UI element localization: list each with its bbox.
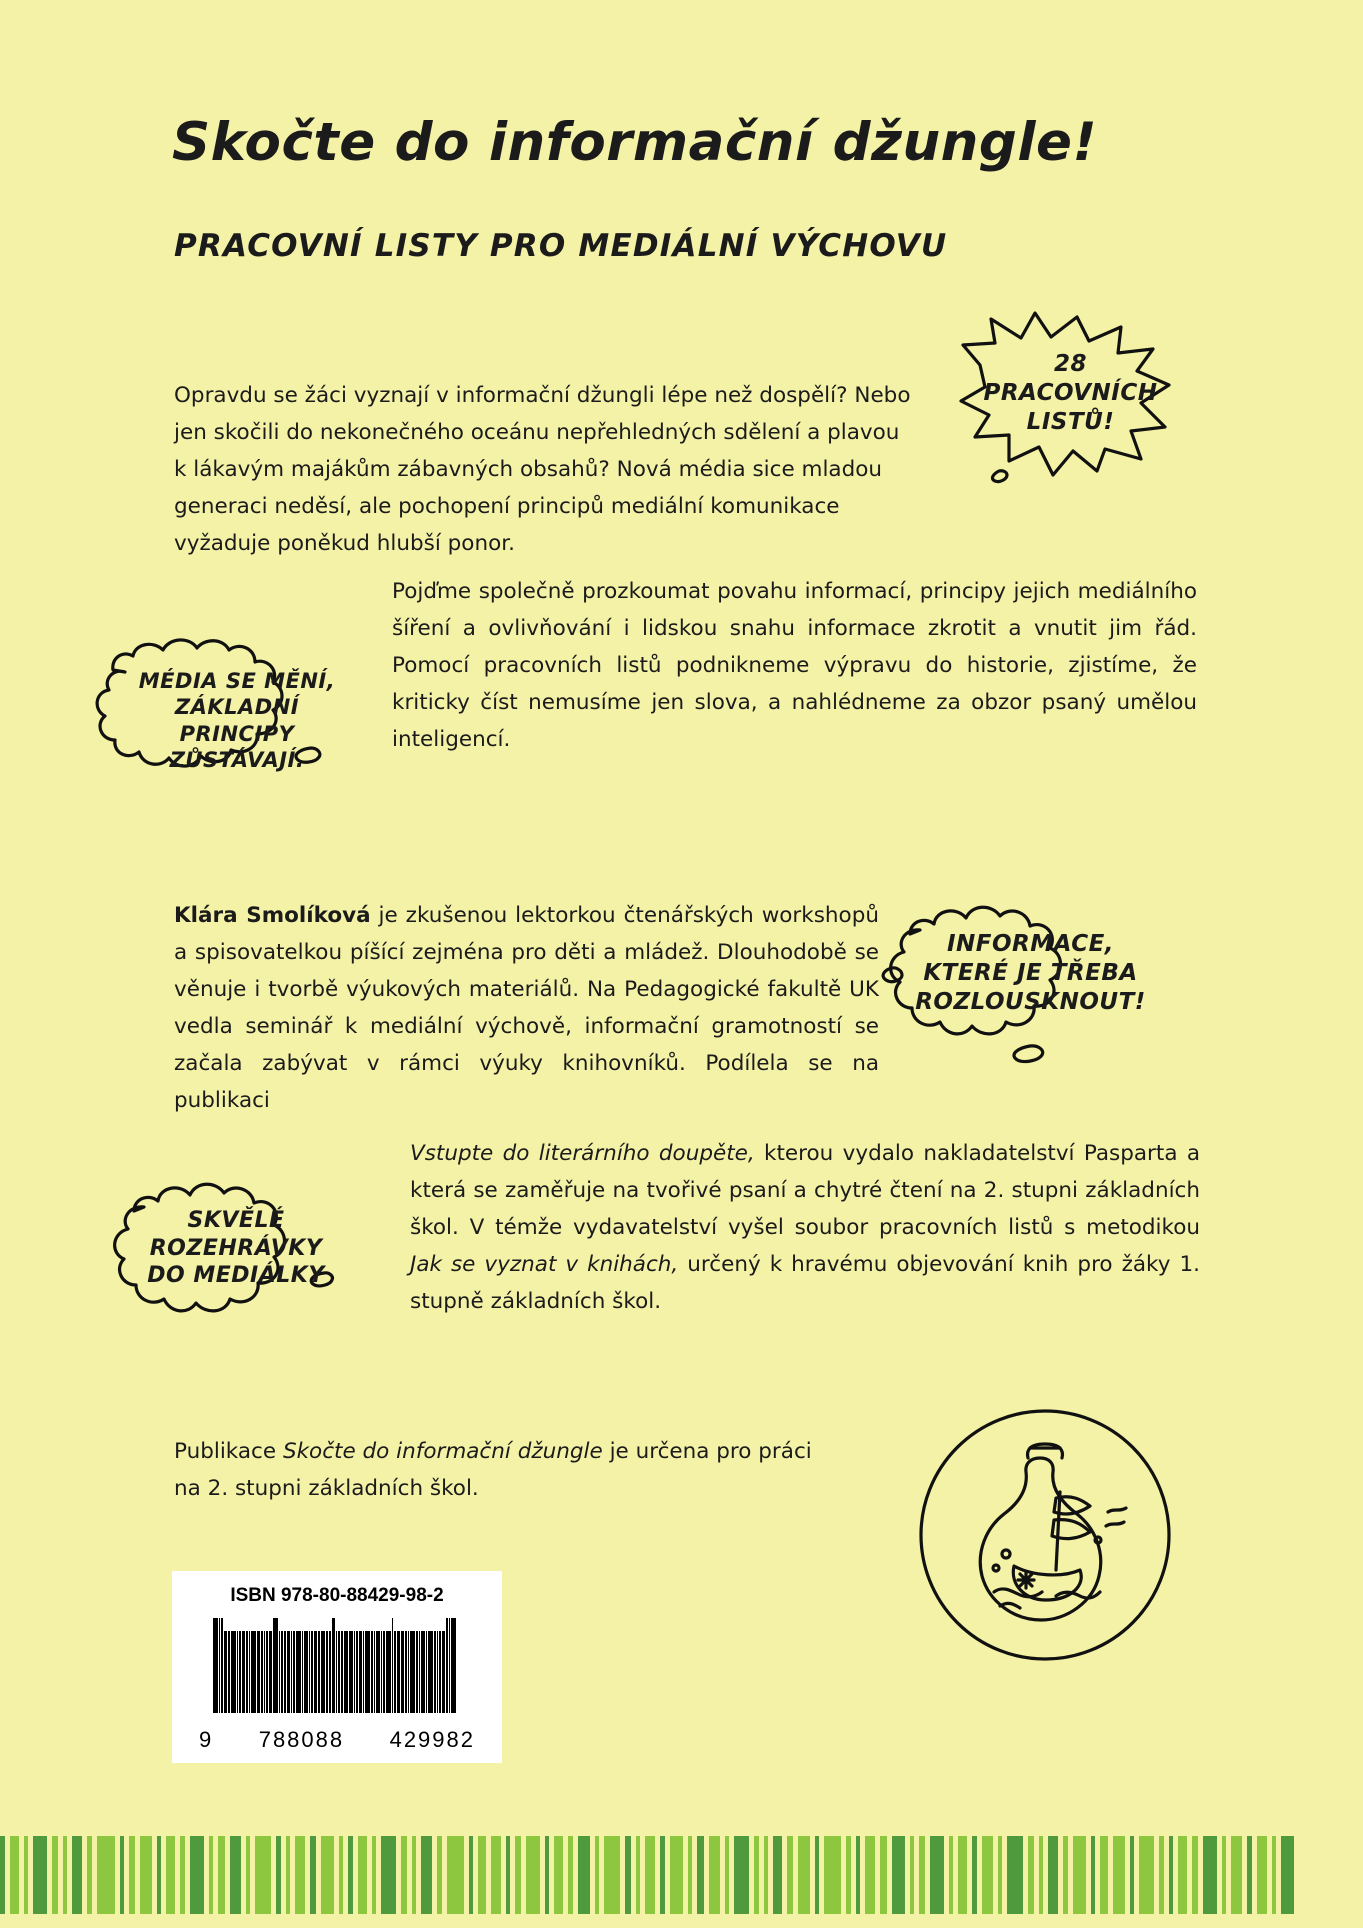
barcode-digit-right: 429982 [389,1727,475,1752]
explore-paragraph: Pojďme společně prozkoumat povahu informací, principy jejich mediálního šíření a ovlivňování i lidskou snahu informace zkrotit a vnutit jim řád. Pomocí pracovních listů podnikneme výpravu do historie, zjistíme, že kriticky číst nemusíme jen slova, a nahlédneme za obzor psaný umělou inteligencí. [392,579,1197,752]
page-title: Skočte do informační džungle! [172,112,1098,173]
bubble-28-text: 28 PRACOVNÍCH LISTŮ! [983,351,1158,435]
author-name: Klára Smolíková [174,903,371,928]
author-bio-text: je zkušenou lektorkou čtenářských workshopů a spisovatelkou píšící zejména pro děti a mládež. Dlouhodobě se věnuje i tvorbě výukových materiálů. Na Pedagogické fakultě UK vedla seminář k mediální výchově, informační gramotností se začala zabývat v rámci výuky knihovníků. Podílela se na publikaci [174,903,879,1113]
bubble-info-text: INFORMACE, KTERÉ JE TŘEBA ROZLOUSKNOUT! [915,931,1146,1015]
isbn-label: ISBN 978-80-88429-98-2 [230,1585,444,1606]
books-text-2: určený k hravému objevování knih pro žáky 1. stupně základních škol. [410,1252,1200,1314]
isbn-barcode-panel [172,1571,502,1763]
books-paragraph [410,1135,1200,1320]
pirate-ship-illustration [910,1400,1180,1670]
target-text-pre: Publikace [174,1439,283,1464]
bubble-skvele-text: SKVĚLÉ ROZEHRÁVKY DO MEDIÁLKY [147,1208,325,1288]
target-text-post: je určena pro práci na 2. stupni základních škol. [174,1439,812,1501]
barcode-digits [173,1727,501,1753]
callout-bubble-information [880,880,1180,1074]
barcode-digit-left: 9 [199,1727,214,1752]
target-book-title: Skočte do informační džungle [282,1439,603,1464]
bubble-media-text: MÉDIA SE MĚNÍ, ZÁKLADNÍ PRINCIPY ZŮSTÁVAJÍ. [138,669,336,772]
callout-bubble-28-worksheets [955,305,1185,499]
books-text-1: kterou vydalo nakladatelství Pasparta a která se zaměřuje na tvořivé psaní a chytré čtení na 2. stupni základních škol. V témže vydavatelství vyšel soubor pracovních listů s metodikou [410,1141,1200,1240]
intro-paragraph: Opravdu se žáci vyznají v informační džungli lépe než dospělí? Nebo jen skočili do nekonečného oceánu nepřehledných sdělení a plavou k lákavým majákům zábavných obsahů? Nová média sice mladou generaci neděsí, ale pochopení principů mediální komunikace vyžaduje poněkud hlubší ponor. [174,383,911,556]
barcode-bars [213,1618,463,1713]
callout-bubble-media-changes [95,620,385,794]
barcode-digit-mid: 788088 [258,1727,345,1752]
bottom-decorative-strip [0,1808,1363,1928]
target-paragraph [174,1433,814,1507]
page-subtitle: PRACOVNÍ LISTY PRO MEDIÁLNÍ VÝCHOVU [174,228,948,264]
callout-bubble-great-warmups [110,1155,370,1339]
book-title-literarni-doupe: Vstupte do literárního doupěte, [410,1141,755,1166]
book-title-jak-se-vyznat: Jak se vyznat v knihách, [410,1252,679,1277]
author-paragraph [174,897,879,1119]
